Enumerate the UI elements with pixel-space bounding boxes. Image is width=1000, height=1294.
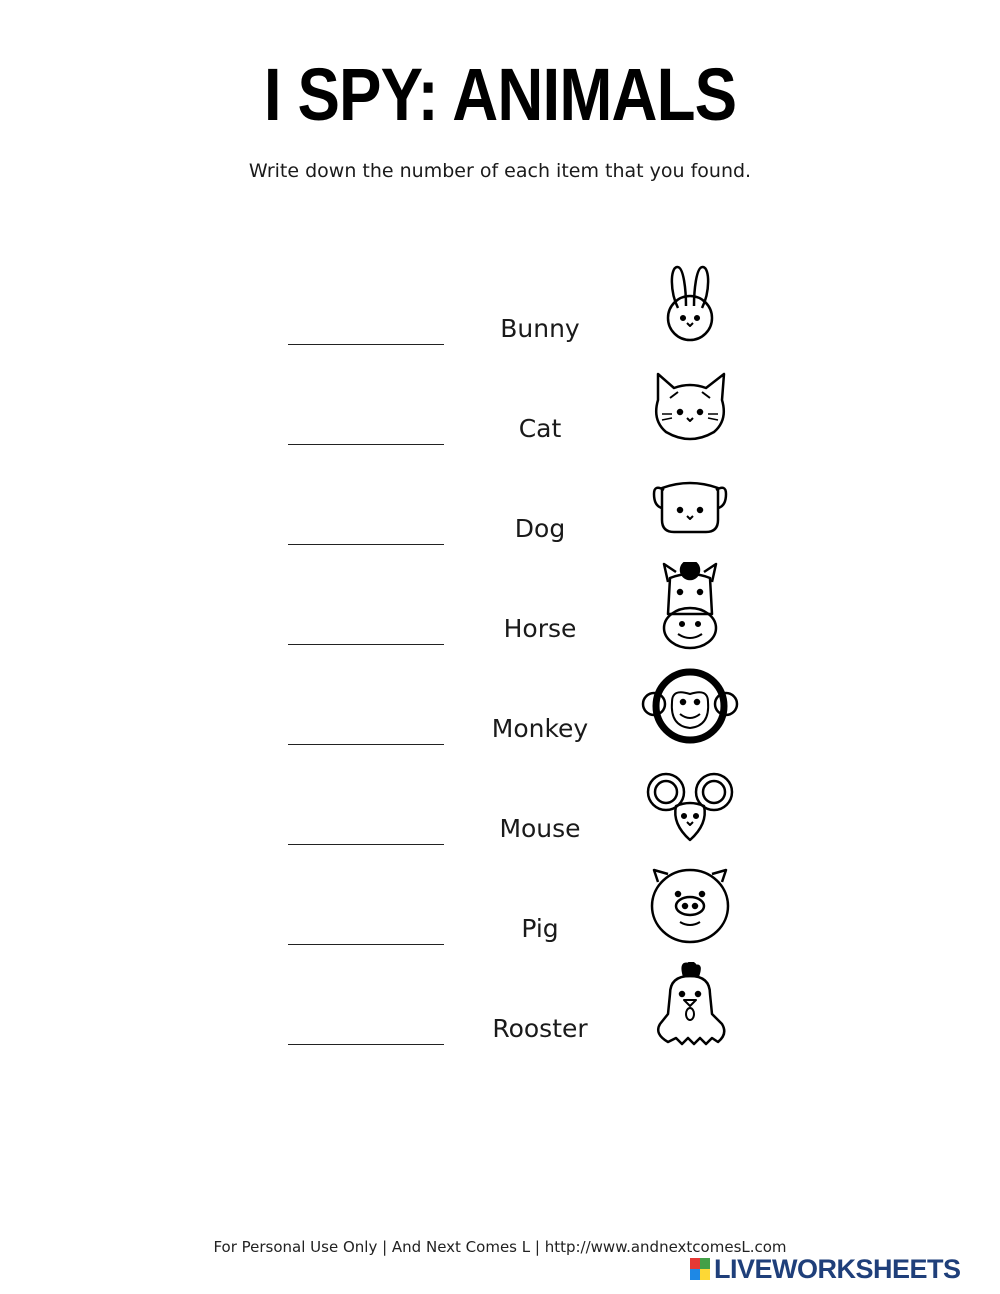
mouse-icon (640, 762, 740, 852)
list-item (0, 562, 1000, 662)
answer-line[interactable] (288, 444, 444, 445)
answer-line[interactable] (288, 544, 444, 545)
animal-label: Rooster (492, 1014, 588, 1043)
animal-label: Bunny (500, 314, 580, 343)
answer-line[interactable] (288, 944, 444, 945)
animal-label: Pig (521, 914, 559, 943)
answer-line[interactable] (288, 644, 444, 645)
logo-icon (690, 1258, 710, 1280)
footer-credit: For Personal Use Only | And Next Comes L | http://www.andnextcomesL.com (213, 1238, 787, 1256)
horse-icon (640, 562, 740, 652)
list-item (0, 962, 1000, 1062)
answer-line[interactable] (288, 844, 444, 845)
dog-icon (640, 462, 740, 552)
answer-line[interactable] (288, 744, 444, 745)
list-item (0, 462, 1000, 562)
list-item (0, 362, 1000, 462)
rooster-icon (640, 962, 740, 1052)
answer-line[interactable] (288, 1044, 444, 1045)
animal-label: Dog (514, 514, 566, 543)
cat-icon (640, 362, 740, 452)
brand-name: LIVEWORKSHEETS (714, 1254, 961, 1284)
page-title: I SPY: ANIMALS (263, 53, 737, 136)
animal-label: Cat (518, 414, 562, 443)
list-item (0, 662, 1000, 762)
bunny-icon (640, 262, 740, 352)
animal-label: Mouse (499, 814, 581, 843)
animal-label: Monkey (491, 714, 589, 743)
list-item (0, 762, 1000, 862)
liveworksheets-logo[interactable] (690, 1254, 990, 1284)
answer-line[interactable] (288, 344, 444, 345)
monkey-icon (640, 662, 740, 752)
animal-label: Horse (503, 614, 577, 643)
pig-icon (640, 862, 740, 952)
list-item (0, 262, 1000, 362)
list-item (0, 862, 1000, 962)
instructions: Write down the number of each item that you found. (248, 160, 752, 182)
